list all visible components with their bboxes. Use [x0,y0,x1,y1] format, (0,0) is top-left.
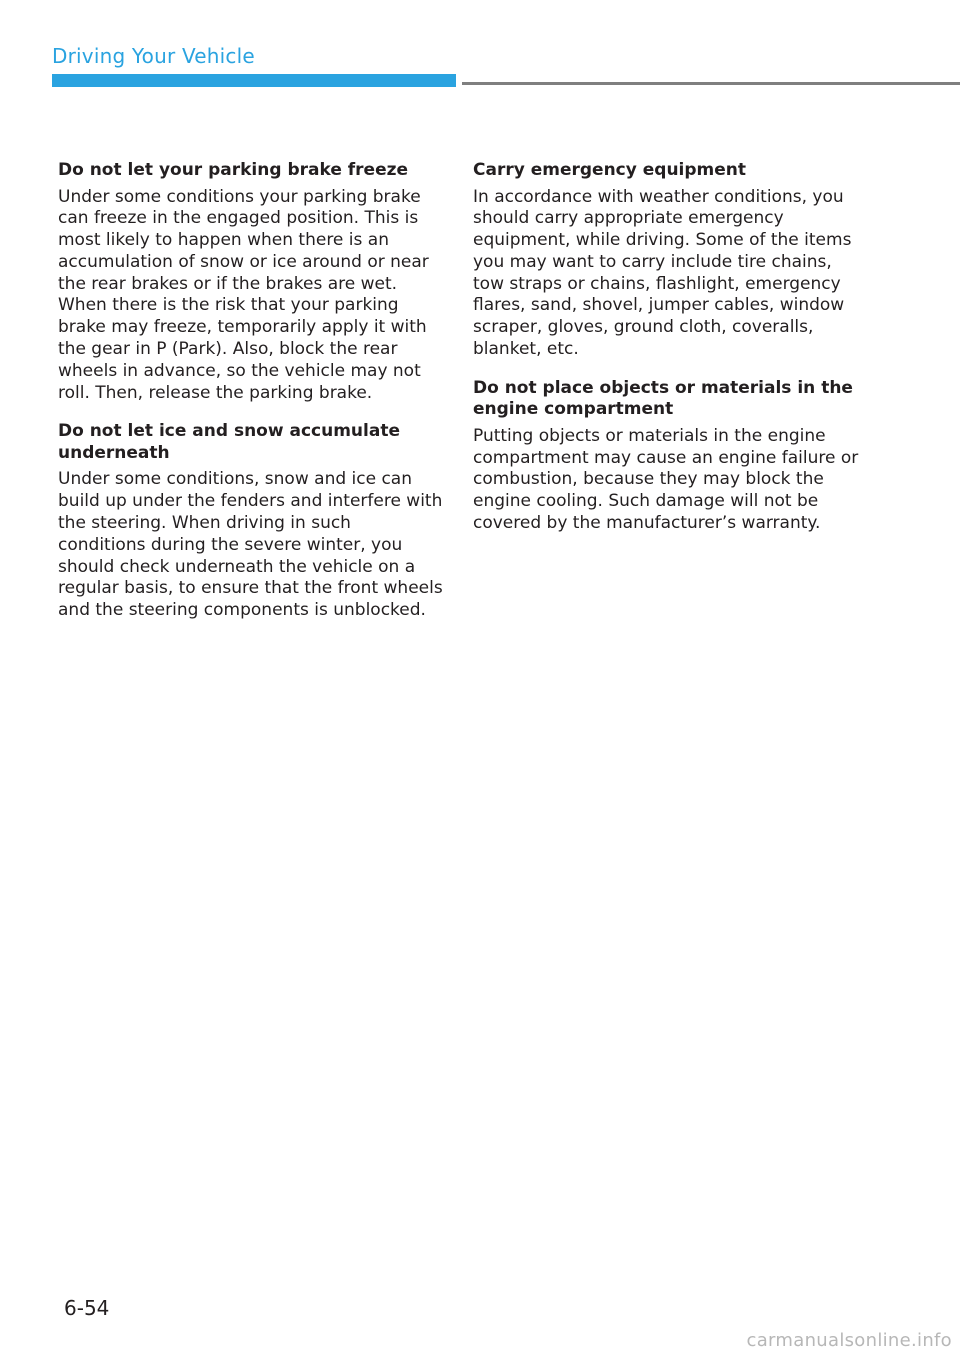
left-column [58,160,443,639]
header-accent-bar [52,74,456,87]
section-heading: Do not place objects or materials in the engine compartment [473,377,853,420]
section-body: In accordance with weather conditions, you should carry appropriate emergency equipment, while driving. Some of the items you may want to carry include tire chains, tow straps or chains, flashlight, emergency flares, sand, shovel, jumper cables, window scraper, gloves, ground cloth, coveralls, blanket, etc. [473,186,852,360]
section-engine-compartment [473,378,868,535]
page-header-title: Driving Your Vehicle [52,44,255,68]
section-body: Under some conditions, snow and ice can build up under the fenders and interfere with the steering. When driving in such conditions during the severe winter, you should check underneath the vehicle on a regular basis, to ensure that the front wheels and the steering components is unblocked. [58,469,443,621]
section-heading: Do not let ice and snow accumulate underneath [58,421,400,463]
section-heading: Carry emergency equipment [473,160,747,180]
section-ice-snow-underneath [58,421,443,622]
section-body: Putting objects or materials in the engine compartment may cause an engine failure or combustion, because they may block the engine cooling. Such damage will not be covered by the manufacturer’s warranty. [473,425,859,534]
section-body: Under some conditions your parking brake can freeze in the engaged position. This is most likely to happen when there is an accumulation of snow or ice around or near the rear brakes or if the brakes are wet. When there is the risk that your parking brake may freeze, temporarily apply it with the gear in P (Park). Also, block the rear wheels in advance, so the vehicle may not roll. Then, release the parking brake. [58,186,429,403]
watermark-text: carmanualsonline.info [746,1330,952,1351]
section-heading: Do not let your parking brake freeze [58,160,409,180]
header-divider-line [462,82,960,85]
right-column [473,160,868,552]
page-number: 6-54 [64,1296,110,1320]
section-emergency-equipment [473,160,868,361]
section-parking-brake-freeze [58,160,443,404]
